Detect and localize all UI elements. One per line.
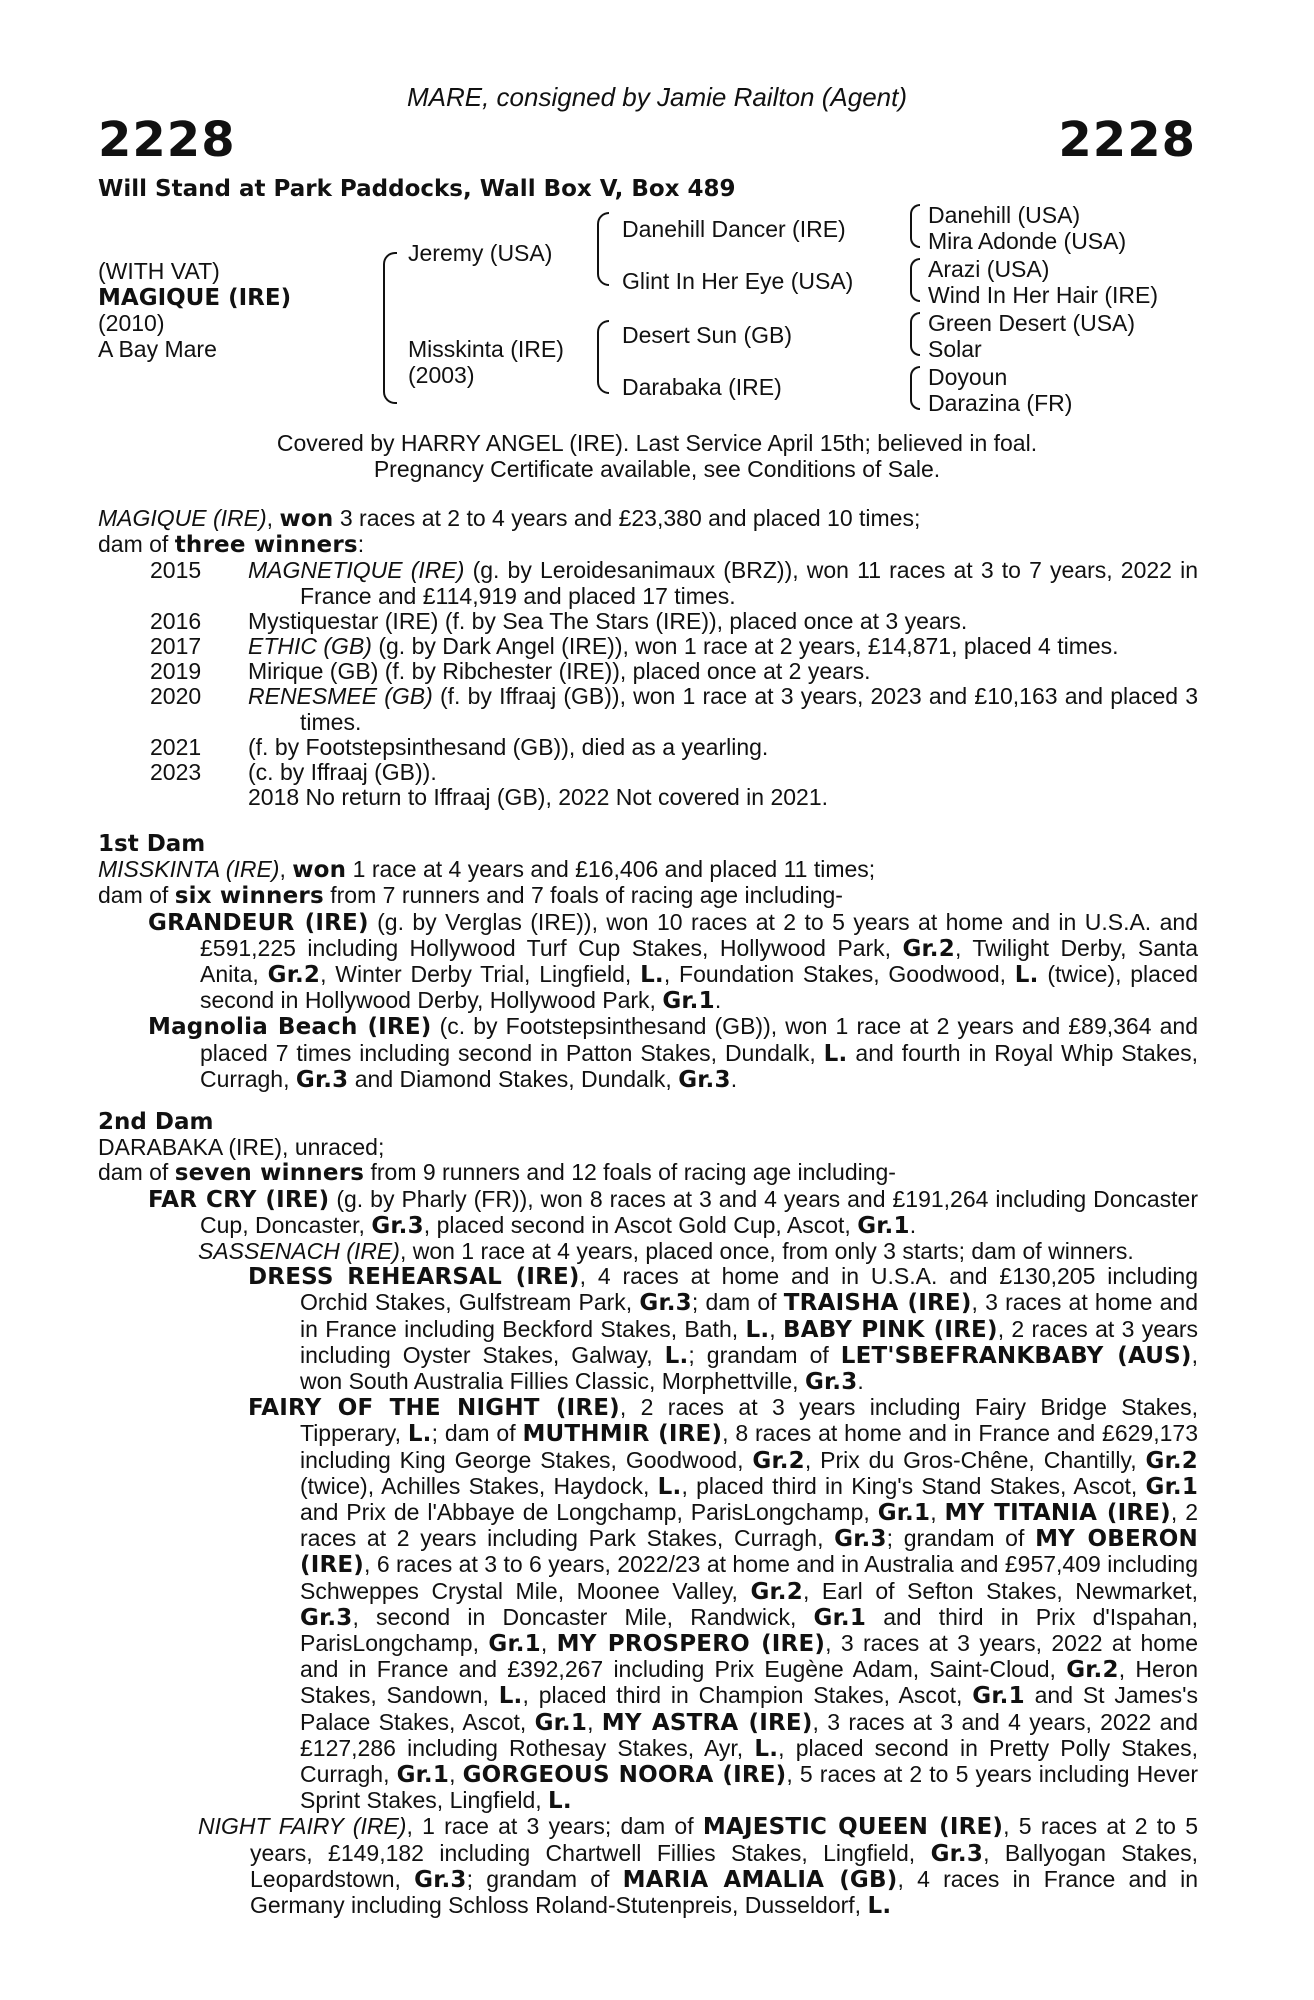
vat-note: (WITH VAT) [98, 258, 220, 284]
dam-sire: Desert Sun (GB) [622, 322, 792, 348]
sassenach-entry: SASSENACH (IRE), won 1 race at 4 years, placed once, from only 3 starts; dam of winners. [198, 1238, 1134, 1265]
grandeur-entry: GRANDEUR (IRE) (g. by Verglas (IRE)), won 10 races at 2 to 5 years at home and in U.S.A. and £591,225 including Hollywood Turf Cup Stakes, Hollywood Park, Gr.2, Twilight Derby, Santa Anita, Gr.2, Winter Derby Trial, Lingfield, L., Foundation Stakes, Goodwood, L. (twice), placed second in Hollywood Derby, Hollywood Park, Gr.1. [148, 908, 1199, 1015]
mare-record: MAGIQUE (IRE), won 3 races at 2 to 4 years and £23,380 and placed 10 times; dam of three winners: 2015 MAGNETIQUE (IRE) (g. by Leroidesanimaux (BRZ)), won 11 races at 3 to 7 years, 2022 in France and £114,919 and placed 17 times. 2016 Mystiquestar (IRE) (f. by Sea The Stars (IRE)), placed once at 3 years. 2017 ETHIC (GB) (g. by Dark Angel (IRE)), won 1 race at 2 years, £14,871, placed 4 times. 2019 Mirique (GB) (f. by Ribchester (IRE)), placed once at 2 years. 2020 RENESMEE (GB) (f. by Iffraaj (GB)), won 1 race at 3 years, 2023 and £10,163 and placed 3 times. 2021 (f. by Footstepsinthesand (GB)), died as a yearling. 2023 (c. by Iffraaj (GB)). 2018 No return to Iffraaj (GB), 2022 Not covered in 2021. [98, 505, 1199, 811]
brace-gen1 [383, 252, 397, 404]
mare-name: MAGIQUE (IRE) [98, 505, 267, 531]
brace-g1 [910, 204, 920, 248]
consignment-line: MARE, consigned by Jamie Railton (Agent) [406, 82, 907, 112]
covering-note: Covered by HARRY ANGEL (IRE). Last Service April 15th; believed in foal. [276, 430, 1038, 456]
dam-dam: Darabaka (IRE) [622, 374, 782, 400]
produce-row: 2015 MAGNETIQUE (IRE) (g. by Leroidesanimaux (BRZ)), won 11 races at 3 to 7 years, 2022 in France and £114,919 and placed 17 times. [150, 557, 1198, 609]
horse-name: MAGIQUE (IRE) [98, 285, 292, 311]
produce-row: 2021 (f. by Footstepsinthesand (GB)), died as a yearling. [150, 733, 769, 760]
night-fairy-entry: NIGHT FAIRY (IRE), 1 race at 3 years; dam of MAJESTIC QUEEN (IRE), 5 races at 2 to 5 years, £149,182 including Chartwell Fillies Stakes, Lingfield, Gr.3, Ballyogan Stakes, Leopardstown, Gr.3; grandam of MARIA AMALIA (GB), 4 races in France and in Germany including Schloss Roland-Stutenpreis, Dusseldorf, L. [198, 1813, 1199, 1920]
brace-g3 [910, 312, 920, 356]
sire-dam: Glint In Her Eye (USA) [622, 268, 854, 294]
sire-sire: Danehill Dancer (IRE) [622, 216, 846, 242]
ancestor-3: Arazi (USA) [928, 256, 1050, 282]
sire: Jeremy (USA) [408, 240, 553, 266]
lot-number-right: 2228 [1058, 112, 1196, 168]
ancestor-4: Wind In Her Hair (IRE) [928, 282, 1159, 308]
dam-year: (2003) [408, 362, 475, 388]
second-dam-name: DARABAKA (IRE), unraced; [98, 1134, 385, 1161]
dress-rehearsal-entry: DRESS REHEARSAL (IRE), 4 races at home and in U.S.A. and £130,205 including Orchid Stakes, Gulfstream Park, Gr.3; dam of TRAISHA (IRE), 3 races at home and in France including Beckford Stakes, Bath, L., BABY PINK (IRE), 2 races at 3 years including Oyster Stakes, Galway, L.; grandam of LET'SBEFRANKBABY (AUS), won South Australia Fillies Classic, Morphettville, Gr.3. [248, 1263, 1199, 1396]
second-dam-section: 2nd Dam DARABAKA (IRE), unraced; dam of seven winners from 9 runners and 12 foals of racing age including- FAR CRY (IRE) (g. by Pharly (FR)), won 8 races at 3 and 4 years and £191,264 including Doncaster Cup, Doncaster, Gr.3, placed second in Ascot Gold Cup, Ascot, Gr.1. SASSENACH (IRE), won 1 race at 4 years, placed once, from only 3 starts; dam of winners. DRESS REHEARSAL (IRE), 4 races at home and in U.S.A. and £130,205 including Orchid Stakes, Gulfstream Park, Gr.3; dam of TRAISHA (IRE), 3 races at home and in France including Beckford Stakes, Bath, L., BABY PINK (IRE), 2 races at 3 years including Oyster Stakes, Galway, L.; grandam of LET'SBEFRANKBABY (AUS), won South Australia Fillies Classic, Morphettville, Gr.3. FAIRY OF THE NIGHT (IRE), 2 races at 3 years including Fairy Bridge Stakes, Tipperary, L.; dam of MUTHMIR (IRE), 8 races at home and in France and £629,173 including King George Stakes, Goodwood, Gr.2, Prix du Gros-Chêne, Chantilly, Gr.2 (twice), Achilles Stakes, Haydock, L., placed third in King's Stand Stakes, Ascot, Gr.1 and Prix de l'Abbaye de Longchamp, ParisLongchamp, Gr.1, MY TITANIA (IRE), 2 races at 2 years including Park Stakes, Curragh, Gr.3; grandam of MY OBERON (IRE), 6 races at 3 to 6 years, 2022/23 at home and in Australia and £957,409 including Schweppes Crystal Mile, Moonee Valley, Gr.2, Earl of Sefton Stakes, Newmarket, Gr.3, second in Doncaster Mile, Randwick, Gr.1 and third in Prix d'Ispahan, ParisLongchamp, Gr.1, MY PROSPERO (IRE), 3 races at 3 years, 2022 at home and in France and £392,267 including Prix Eugène Adam, Saint-Cloud, Gr.2, Heron Stakes, Sandown, L., placed third in Champion Stakes, Ascot, Gr.1 and St James's Palace Stakes, Ascot, Gr.1, MY ASTRA (IRE), 3 races at 3 and 4 years, 2022 and £127,286 including Rothesay Stakes, Ayr, L., placed second in Pretty Polly Stakes, Curragh, Gr.1, GORGEOUS NOORA (IRE), 5 races at 2 to 5 years including Hever Sprint Stakes, Lingfield, L. NIGHT FAIRY (IRE), 1 race at 3 years; dam of MAJESTIC QUEEN (IRE), 5 races at 2 to 5 years, £149,182 including Chartwell Fillies Stakes, Lingfield, Gr.3, Ballyogan Stakes, Leopardstown, Gr.3; grandam of MARIA AMALIA (GB), 4 races in France and in Germany including Schloss Roland-Stutenpreis, Dusseldorf, L. [98, 1109, 1199, 1920]
horse-description: A Bay Mare [98, 336, 217, 362]
ancestor-5: Green Desert (USA) [928, 310, 1136, 336]
first-dam-heading: 1st Dam [98, 831, 206, 857]
brace-g2 [910, 258, 920, 302]
stand-location: Will Stand at Park Paddocks, Wall Box V, Box 489 [98, 176, 736, 202]
ancestor-8: Darazina (FR) [928, 390, 1073, 416]
first-dam-name: MISSKINTA (IRE) [98, 856, 280, 883]
ancestor-7: Doyoun [928, 364, 1008, 390]
pregnancy-note: Pregnancy Certificate available, see Conditions of Sale. [373, 456, 941, 482]
lot-number-left: 2228 [98, 112, 236, 168]
first-dam-section: 1st Dam MISSKINTA (IRE), won 1 race at 4 years and £16,406 and placed 11 times; dam of six winners from 7 runners and 7 foals of racing age including- GRANDEUR (IRE) (g. by Verglas (IRE)), won 10 races at 2 to 5 years at home and in U.S.A. and £591,225 including Hollywood Turf Cup Stakes, Hollywood Park, Gr.2, Twilight Derby, Santa Anita, Gr.2, Winter Derby Trial, Lingfield, L., Foundation Stakes, Goodwood, L. (twice), placed second in Hollywood Derby, Hollywood Park, Gr.1. Magnolia Beach (IRE) (c. by Footstepsinthesand (GB)), won 1 race at 2 years and £89,364 and placed 7 times including second in Patton Stakes, Dundalk, L. and fourth in Royal Whip Stakes, Curragh, Gr.3 and Diamond Stakes, Dundalk, Gr.3. [98, 831, 1199, 1093]
horse-year: (2010) [98, 310, 165, 336]
brace-sire [597, 212, 609, 286]
produce-list [98, 558, 1198, 810]
farcry-entry: FAR CRY (IRE) (g. by Pharly (FR)), won 8 races at 3 and 4 years and £191,264 including Doncaster Cup, Doncaster, Gr.3, placed second in Ascot Gold Cup, Ascot, Gr.1. [148, 1185, 1198, 1239]
produce-row: 2020 RENESMEE (GB) (f. by Iffraaj (GB)), won 1 race at 3 years, 2023 and £10,163 and placed 3 times. [150, 683, 1199, 735]
second-dam-heading: 2nd Dam [98, 1109, 214, 1135]
ancestor-1: Danehill (USA) [928, 202, 1081, 228]
fairy-of-the-night-entry: FAIRY OF THE NIGHT (IRE), 2 races at 3 years including Fairy Bridge Stakes, Tipperary, L.; dam of MUTHMIR (IRE), 8 races at home and in France and £629,173 including King George Stakes, Goodwood, Gr.2, Prix du Gros-Chêne, Chantilly, Gr.2 (twice), Achilles Stakes, Haydock, L., placed third in King's Stand Stakes, Ascot, Gr.1 and Prix de l'Abbaye de Longchamp, ParisLongchamp, Gr.1, MY TITANIA (IRE), 2 races at 2 years including Park Stakes, Curragh, Gr.3; grandam of MY OBERON (IRE), 6 races at 3 to 6 years, 2022/23 at home and in Australia and £957,409 including Schweppes Crystal Mile, Moonee Valley, Gr.2, Earl of Sefton Stakes, Newmarket, Gr.3, second in Doncaster Mile, Randwick, Gr.1 and third in Prix d'Ispahan, ParisLongchamp, Gr.1, MY PROSPERO (IRE), 3 races at 3 years, 2022 at home and in France and £392,267 including Prix Eugène Adam, Saint-Cloud, Gr.2, Heron Stakes, Sandown, L., placed third in Champion Stakes, Ascot, Gr.1 and St James's Palace Stakes, Ascot, Gr.1, MY ASTRA (IRE), 3 races at 3 and 4 years, 2022 and £127,286 including Rothesay Stakes, Ayr, L., placed second in Pretty Polly Stakes, Curragh, Gr.1, GORGEOUS NOORA (IRE), 5 races at 2 to 5 years including Hever Sprint Stakes, Lingfield, L. [248, 1394, 1199, 1815]
produce-row: 2018 No return to Iffraaj (GB), 2022 Not covered in 2021. [248, 784, 829, 811]
produce-row: 2017 ETHIC (GB) (g. by Dark Angel (IRE)), won 1 race at 2 years, £14,871, placed 4 times. [150, 633, 1119, 660]
produce-row: 2016 Mystiquestar (IRE) (f. by Sea The Stars (IRE)), placed once at 3 years. [150, 607, 968, 634]
ancestor-6: Solar [928, 336, 982, 362]
brace-dam [597, 320, 609, 394]
produce-row: 2019 Mirique (GB) (f. by Ribchester (IRE)), placed once at 2 years. [150, 658, 871, 685]
dam: Misskinta (IRE) [408, 336, 564, 362]
produce-row: 2023 (c. by Iffraaj (GB)). [150, 759, 437, 786]
ancestor-2: Mira Adonde (USA) [928, 228, 1127, 254]
brace-g4 [910, 366, 920, 410]
magnolia-entry: Magnolia Beach (IRE) (c. by Footstepsinthesand (GB)), won 1 race at 2 years and £89,364 and placed 7 times including second in Patton Stakes, Dundalk, L. and fourth in Royal Whip Stakes, Curragh, Gr.3 and Diamond Stakes, Dundalk, Gr.3. [148, 1013, 1199, 1093]
